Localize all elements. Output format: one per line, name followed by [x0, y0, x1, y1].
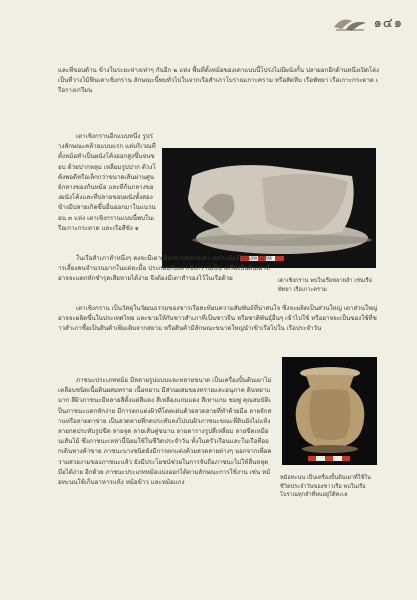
pot-photo — [282, 357, 377, 465]
paragraph-text: และที่ขอบด้าน ข้างในระยะห่างเท่าๆ กันอีก ๒ แห่ง พื้นที่ตั้งหม้อของเตาแบบนี้โปร่งไม่มีผนังกั้น ปลายอกอีกด้านหนึ่งเปิดโล่งเป็นที่วางไม้ฟืนเตาเชิงกราน ลักษณะนี้พบทั่วไปในจากเรือสำเภาโบราณเกาะคราม หรือสัตหีบ เรือพัทยา เรือเกาะกระดาด เรือรางเกวียน — [58, 67, 379, 95]
paragraph-5 — [58, 376, 272, 488]
stove-photo — [162, 148, 376, 268]
page-number: ๑๔๑ — [373, 16, 403, 31]
paragraph-3 — [58, 254, 272, 285]
measurement-scale-icon — [308, 456, 350, 461]
pot-photo-caption: หม้อทะนน เป็นเครื่องปั้นดินเผาที่ใช้ในชีวิตประจำวันของชาวเรือ พบในเรือโบราณทุกลำที่พบอยู่ใต้ทะเล — [280, 475, 371, 499]
paragraph-text: เตาเชิงกรานอีกแบบหนึ่ง รูปร่างลักษณะคล้ายแบบแรก แต่บริเวณที่ตั้งหม้อทำเป็นผนังโค้งออกสูงขึ้นจนขอบ ด้วยปากหลุม เหลี่ยมรูปปาก ด้วงโค้งพอดีหรือเล็กกว่าขนาดเส้นผ่านศูนย์กลางของก้นหม้อ และที่ก้นกลางของผนังโค้งและที่ปลายขอบผนังทั้งสองข้างมีปลายเกิดขึ้นยื่นออกมาในแนวนอน ๓ แห่ง เตาเชิงกรานแบบนี้พบในเรือเกาะกระดาด และเรือสีชัง ๑ — [58, 133, 156, 232]
paragraph-4 — [58, 304, 380, 335]
paragraph-1 — [58, 66, 380, 97]
stove-photo-caption: เตาเชิงกราน พบในเรือหลายลำ เช่นเรือพัทยา เรือเกาะคราม — [278, 278, 373, 293]
leaf-ornament-icon — [332, 13, 368, 33]
paragraph-text: ภาชนะประเภทหม้อ มีหลายรูปแบบและหลายขนาด เป็นเครื่องปั้นดินเผาไม่เคลือบชนิดเนื้อดินผสมทราย เนื้อหยาบ มีส่วนผสมของทรายและอนุภาค ดินหยาบมาก สีผิวภาชนะมีหลายสีตั้งแต่สีแดง สีเหลืองแกมแดง สีเทาแกม ชมพู คุณสมบัติเป็นภาชนะแตกหักง่าย มีการตกแต่งผิวที่โดดเด่นด้วยลวดลายที่ทำด้วยมือ ลายจักสานหรือลายตาข่าย เป็นลวดลายที่กดประทับลงไปบนผิวภาชนะขณะที่ดินยังไม่แห้ง ลายกดประทับรูปขีด ลายจุด ลายเส้นคู่ขนาน ลายตารางรูปสี่เหลี่ยม ลายขีดเหมือนเส้นไม้ ซึ่งภาชนะเหล่านี้นิยมใช้ในชีวิตประจำวัน ทั้งในครัวเรือนและในเรือที่ออกเดินทางค้าขาย ภาชนะบางชนิดยังมีการตกแต่งด้วยลวดลายต่างๆ นอกจากเพื่อความสวยงามของภาชนะแล้ว ยังมีประโยชน์ช่วยในการจับถือภาชนะไม่ให้ลื่นหลุดมือได้ง่าย อีกด้วย ภาชนะประเภทหม้อแบ่งออกได้ตามลักษณะการใช้งาน เช่น หม้อทะนนใช้เก็บอาหารแห้ง หม้อข้าว และหม้อแกง — [58, 377, 272, 487]
page-header — [332, 12, 403, 33]
paragraph-2 — [58, 132, 156, 234]
paragraph-text: เตาเชิงกราน เป็นวัสดุในวัฒนธรรมของชาวเรือสะท้อนความสัมพันธ์ที่น่าสนใจ ซึ่งจะผลิตเป็นส่วนใหญ่ เตาส่วนใหญ่อาจจะผลิตขึ้นในประเทศไทย และขายให้กับชาวสำเภาที่เป็นชาวจีน หรือชาติพันธุ์อื่นๆ เข้าไปใช้ หรืออาจจะเป็นของใช้ที่ชาวสำเภาซื้อเป็นสินค้าเพิ่มเติมจากสยาม หรือสินค้ามีลักษณะขนาดใหญ่นำเข้าเรือไปใน เรือประจำวัน — [58, 305, 378, 333]
paragraph-text: ในเรือสำเภาลำหนึ่งๆ คงจะมีเตาเชิงกรานหลายเตา เพราะต้องใช้หุงหาอาหารเลี้ยงคนจำนวนมากในแต่ละมื้อ ประกอบกับเตาเชิงกรานเป็น เครื่องปั้นดินเผาที่อาจจะแตกหักชำรุดเสียหายได้ง่าย จึงต้องมีเตาสำรองไว้ในเรือด้วย — [58, 255, 272, 283]
